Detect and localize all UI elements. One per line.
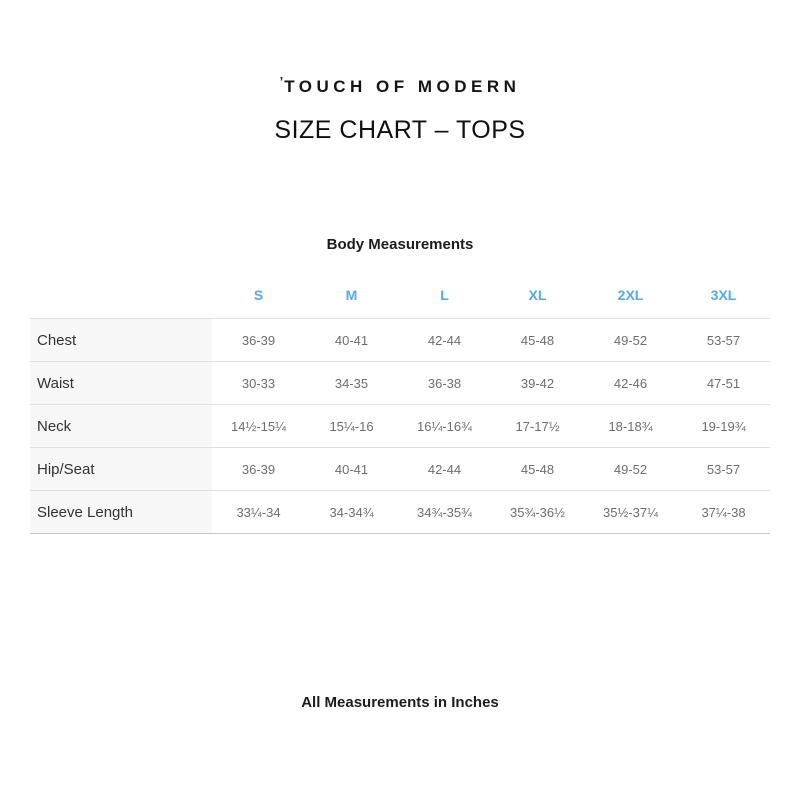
size-cell: 45-48 xyxy=(491,448,584,491)
row-label-chest: Chest xyxy=(30,319,212,362)
column-header-m: M xyxy=(305,272,398,319)
size-cell: 35¾-36½ xyxy=(491,491,584,534)
brand-logo-text: TOUCH OF MODERN xyxy=(284,77,521,96)
size-cell: 42-44 xyxy=(398,319,491,362)
size-table xyxy=(30,272,770,534)
row-label-sleeve-length: Sleeve Length xyxy=(30,491,212,534)
measurements-note: All Measurements in Inches xyxy=(301,694,499,711)
brand-logo xyxy=(0,74,800,97)
size-cell: 36-39 xyxy=(212,319,305,362)
size-cell: 16¼-16¾ xyxy=(398,405,491,448)
row-label-hip-seat: Hip/Seat xyxy=(30,448,212,491)
table-row-chest xyxy=(30,319,770,362)
size-cell: 30-33 xyxy=(212,362,305,405)
size-cell: 47-51 xyxy=(677,362,770,405)
column-header-2xl: 2XL xyxy=(584,272,677,319)
size-cell: 39-42 xyxy=(491,362,584,405)
table-row-sleeve-length xyxy=(30,491,770,534)
size-cell: 49-52 xyxy=(584,319,677,362)
size-cell: 42-44 xyxy=(398,448,491,491)
column-header-l: L xyxy=(398,272,491,319)
size-cell: 34-35 xyxy=(305,362,398,405)
page-title: SIZE CHART – TOPS xyxy=(274,116,526,144)
table-row-neck xyxy=(30,405,770,448)
column-header-xl: XL xyxy=(491,272,584,319)
table-row-waist xyxy=(30,362,770,405)
size-cell: 34-34¾ xyxy=(305,491,398,534)
size-cell: 18-18¾ xyxy=(584,405,677,448)
header-row xyxy=(30,272,770,319)
size-cell: 33¼-34 xyxy=(212,491,305,534)
row-label-waist: Waist xyxy=(30,362,212,405)
size-cell: 36-38 xyxy=(398,362,491,405)
size-cell: 49-52 xyxy=(584,448,677,491)
header-spacer xyxy=(30,272,212,319)
column-header-3xl: 3XL xyxy=(677,272,770,319)
table-caption: Body Measurements xyxy=(326,236,474,253)
size-cell: 34¾-35¾ xyxy=(398,491,491,534)
size-cell: 40-41 xyxy=(305,448,398,491)
size-cell: 53-57 xyxy=(677,448,770,491)
size-cell: 14½-15¼ xyxy=(212,405,305,448)
size-cell: 35½-37¼ xyxy=(584,491,677,534)
table-row-hip-seat xyxy=(30,448,770,491)
logo-tick-icon: ʼ xyxy=(279,74,284,89)
size-cell: 37¼-38 xyxy=(677,491,770,534)
column-header-s: S xyxy=(212,272,305,319)
size-cell: 19-19¾ xyxy=(677,405,770,448)
size-cell: 42-46 xyxy=(584,362,677,405)
size-cell: 53-57 xyxy=(677,319,770,362)
size-cell: 15¼-16 xyxy=(305,405,398,448)
size-cell: 36-39 xyxy=(212,448,305,491)
size-cell: 40-41 xyxy=(305,319,398,362)
row-label-neck: Neck xyxy=(30,405,212,448)
size-cell: 17-17½ xyxy=(491,405,584,448)
size-cell: 45-48 xyxy=(491,319,584,362)
